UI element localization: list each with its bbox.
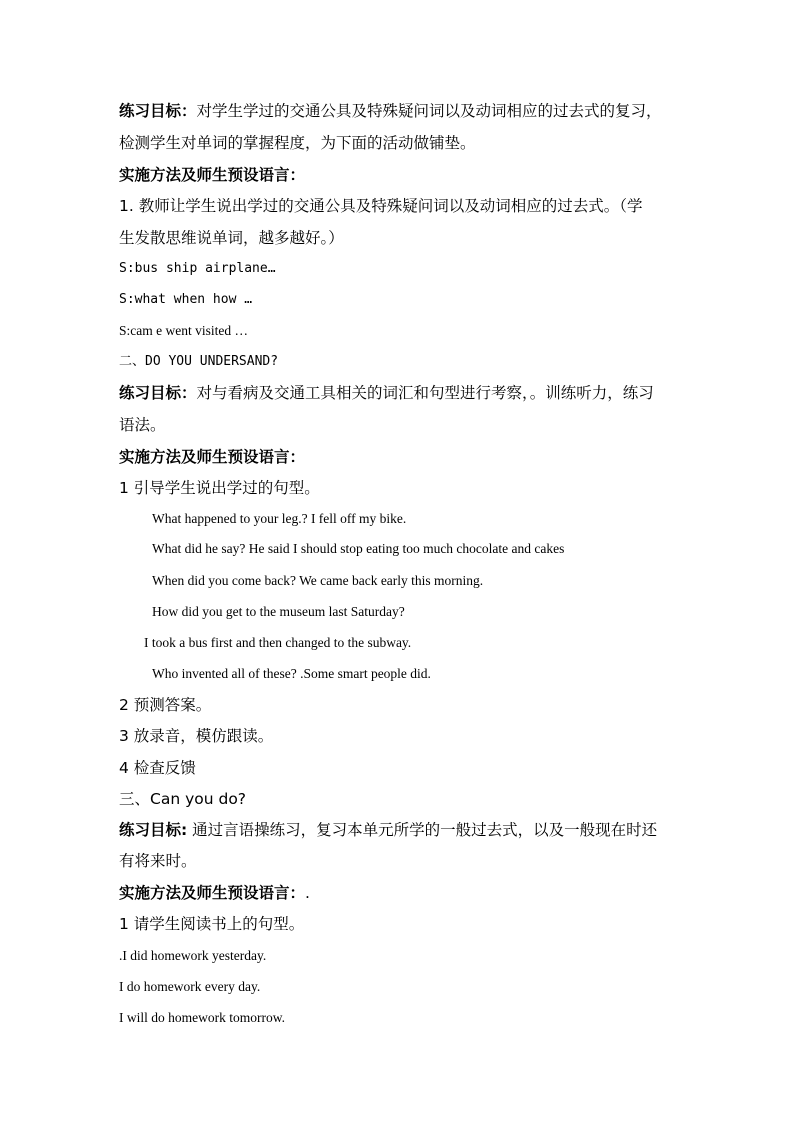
line-practice-goal-2 xyxy=(119,383,654,403)
line-text: 生发散思维说单词，越多越好。） xyxy=(119,229,344,247)
section-heading: 二、DO YOU UNDERSAND? xyxy=(119,354,279,369)
example-sentence: I took a bus first and then changed to the subway. xyxy=(144,635,412,650)
line-text: . xyxy=(305,884,310,902)
line-text: 对与看病及交通工具相关的词汇和句型进行考察，。训练听力，练习 xyxy=(196,384,654,402)
example-line: S:what when how … xyxy=(119,292,253,307)
practice-goal-label: 练习目标: xyxy=(119,821,188,839)
line-text: 1 请学生阅读书上的句型。 xyxy=(119,915,305,933)
line-text: 1 引导学生说出学过的句型。 xyxy=(119,479,320,497)
example-sentence: I do homework every day. xyxy=(119,979,261,994)
example-sentence: What did he say? He said I should stop eating too much chocolate and cakes xyxy=(152,541,565,556)
line-text: 1. 教师让学生说出学过的交通公具及特殊疑问词以及动词相应的过去式。（学 xyxy=(119,197,643,215)
method-heading: 实施方法及师生预设语言： xyxy=(119,448,306,466)
example-sentence: .I did homework yesterday. xyxy=(119,948,267,963)
practice-goal-label: 练习目标： xyxy=(119,102,197,120)
example-sentence: Who invented all of these? .Some smart people did. xyxy=(152,666,431,681)
method-heading: 实施方法及师生预设语言： xyxy=(119,884,306,902)
line-practice-goal-1 xyxy=(119,101,662,121)
example-sentence: I will do homework tomorrow. xyxy=(119,1010,285,1025)
practice-goal-label: 练习目标： xyxy=(119,384,197,402)
example-line: S:cam e went visited … xyxy=(119,323,248,338)
line-text: 对学生学过的交通公具及特殊疑问词以及动词相应的过去式的复习， xyxy=(196,102,662,120)
example-sentence: How did you get to the museum last Saturday? xyxy=(152,604,405,619)
line-text: 3 放录音，模仿跟读。 xyxy=(119,727,274,745)
line-text: 检测学生对单词的掌握程度，为下面的活动做铺垫。 xyxy=(119,134,476,152)
line-practice-goal-3 xyxy=(119,820,657,840)
section-heading: 三、Can you do? xyxy=(119,790,247,808)
line-text: 通过言语操练习，复习本单元所学的一般过去式，以及一般现在时还 xyxy=(187,821,658,839)
example-line: S:bus ship airplane… xyxy=(119,261,276,276)
method-heading: 实施方法及师生预设语言： xyxy=(119,166,306,184)
line-text: 语法。 xyxy=(119,416,166,434)
example-sentence: When did you come back? We came back early this morning. xyxy=(152,573,484,588)
line-text: 有将来时。 xyxy=(119,852,197,870)
line-text: 2 预测答案。 xyxy=(119,696,212,714)
example-sentence: What happened to your leg.? I fell off my bike. xyxy=(152,511,407,526)
line-text: 4 检查反馈 xyxy=(119,759,196,777)
line-method-3 xyxy=(119,883,310,903)
